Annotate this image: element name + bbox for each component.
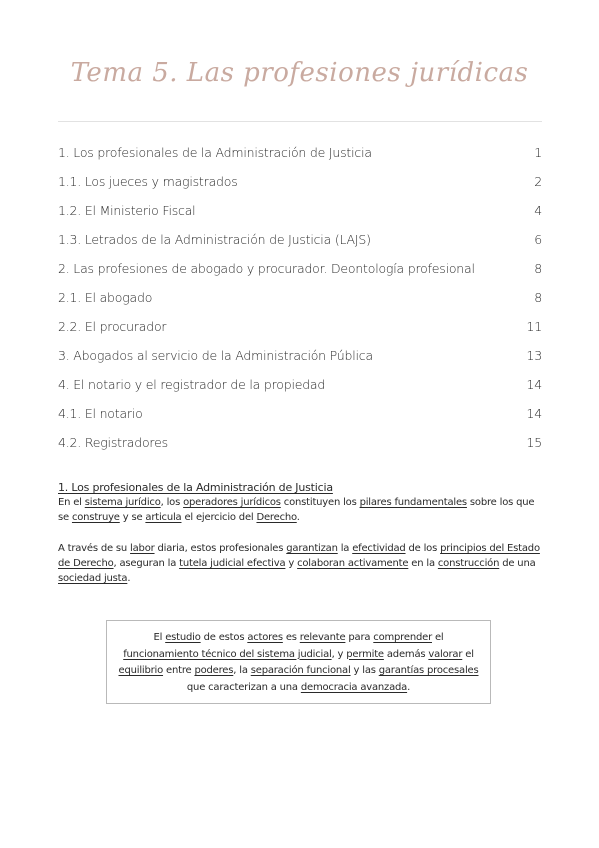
underlined-term: permite [346, 648, 384, 660]
toc-entry-label: 1. Los profesionales de la Administración de Justicia [58, 145, 372, 160]
text-run: el [431, 632, 444, 643]
section-heading: 1. Los profesionales de la Administración de Justicia [58, 481, 333, 494]
section-body [58, 480, 544, 586]
text-run: diaria, estos profesionales [154, 543, 287, 554]
underlined-term: comprender [373, 632, 432, 643]
text-run: la [337, 543, 353, 554]
toc-entry-label: 1.3. Letrados de la Administración de Justicia (LAJS) [58, 232, 371, 247]
text-run: es [282, 632, 300, 643]
text-run: de una [499, 558, 536, 569]
text-run: y se [119, 512, 146, 523]
text-run: de los [405, 543, 441, 554]
toc-entry-page: 14 [526, 377, 542, 392]
underlined-term: relevante [299, 632, 346, 643]
table-of-contents [58, 138, 542, 457]
text-run: , y [331, 648, 347, 660]
underlined-term: estudio [165, 632, 201, 643]
text-run: . [296, 512, 300, 523]
text-run: y [285, 558, 298, 569]
text-run: sobre los que se [58, 497, 535, 523]
underlined-term: sistema jurídico [84, 497, 161, 508]
underlined-term: construcción [437, 558, 500, 569]
toc-row[interactable] [58, 254, 542, 283]
text-run: que caracterizan a una [186, 681, 301, 693]
underlined-term: equilibrio [118, 665, 164, 676]
toc-entry-page: 13 [526, 348, 542, 363]
text-run: y las [350, 665, 379, 676]
underlined-term: pilares fundamentales [359, 497, 467, 508]
toc-entry-label: 4.1. El notario [58, 406, 143, 421]
toc-entry-label: 1.1. Los jueces y magistrados [58, 174, 238, 189]
underlined-term: garantías procesales [378, 665, 479, 676]
title-divider [58, 121, 542, 122]
toc-entry-label: 4.2. Registradores [58, 435, 168, 450]
toc-entry-page: 4 [534, 203, 542, 218]
toc-entry-page: 2 [534, 174, 542, 189]
text-run: además [383, 648, 429, 660]
text-run: el [462, 648, 474, 660]
toc-row[interactable] [58, 283, 542, 312]
underlined-term: garantizan [286, 543, 338, 554]
text-run: , aseguran la [113, 558, 180, 569]
text-run: , la [233, 665, 251, 676]
toc-entry-page: 11 [526, 319, 542, 334]
text-run: entre [163, 665, 195, 676]
text-run: constituyen los [280, 497, 360, 508]
underlined-term: poderes [194, 665, 234, 676]
underlined-term: operadores jurídicos [183, 497, 281, 508]
underlined-term: construye [71, 512, 120, 523]
toc-entry-page: 1 [534, 145, 542, 160]
underlined-term: sociedad justa [58, 573, 128, 584]
underlined-term: articula [145, 512, 182, 523]
underlined-term: actores [247, 632, 283, 643]
text-run: El [153, 632, 166, 643]
toc-entry-page: 6 [534, 232, 542, 247]
text-run: A través de su [58, 543, 131, 554]
text-run: para [345, 632, 374, 643]
toc-entry-label: 3. Abogados al servicio de la Administración Pública [58, 348, 373, 363]
summary-box [106, 620, 491, 704]
toc-row[interactable] [58, 341, 542, 370]
paragraph-intro [58, 495, 544, 525]
toc-row[interactable] [58, 312, 542, 341]
text-run: de estos [200, 632, 248, 643]
toc-row[interactable] [58, 428, 542, 457]
toc-row[interactable] [58, 138, 542, 167]
toc-entry-label: 2.1. El abogado [58, 290, 153, 305]
text-run: en la [408, 558, 438, 569]
underlined-term: valorar [428, 648, 463, 660]
toc-entry-label: 2. Las profesiones de abogado y procurador. Deontología profesional [58, 261, 475, 276]
text-run: . [407, 681, 411, 693]
toc-entry-label: 1.2. El Ministerio Fiscal [58, 203, 196, 218]
toc-row[interactable] [58, 196, 542, 225]
underlined-term: funcionamiento técnico del sistema judicial [123, 648, 332, 660]
text-run: En el [58, 497, 85, 508]
page-title: Tema 5. Las profesiones jurídicas [70, 58, 529, 88]
toc-row[interactable] [58, 167, 542, 196]
underlined-term: principios del Estado de Derecho [58, 543, 540, 569]
text-run: el ejercicio del [181, 512, 257, 523]
text-run: , los [160, 497, 184, 508]
toc-entry-page: 8 [534, 261, 542, 276]
text-run: . [127, 573, 131, 584]
underlined-term: Derecho [256, 512, 297, 523]
paragraph-role [58, 541, 544, 586]
underlined-term: tutela judicial efectiva [179, 558, 286, 569]
underlined-term: separación funcional [250, 665, 351, 676]
toc-entry-page: 14 [526, 406, 542, 421]
toc-entry-label: 2.2. El procurador [58, 319, 167, 334]
underlined-term: efectividad [352, 543, 406, 554]
toc-entry-page: 8 [534, 290, 542, 305]
toc-row[interactable] [58, 225, 542, 254]
underlined-term: labor [130, 543, 155, 554]
toc-entry-label: 4. El notario y el registrador de la propiedad [58, 377, 326, 392]
toc-entry-page: 15 [526, 435, 542, 450]
underlined-term: colaboran activamente [297, 558, 409, 569]
toc-row[interactable] [58, 399, 542, 428]
underlined-term: democracia avanzada [300, 681, 408, 693]
toc-row[interactable] [58, 370, 542, 399]
